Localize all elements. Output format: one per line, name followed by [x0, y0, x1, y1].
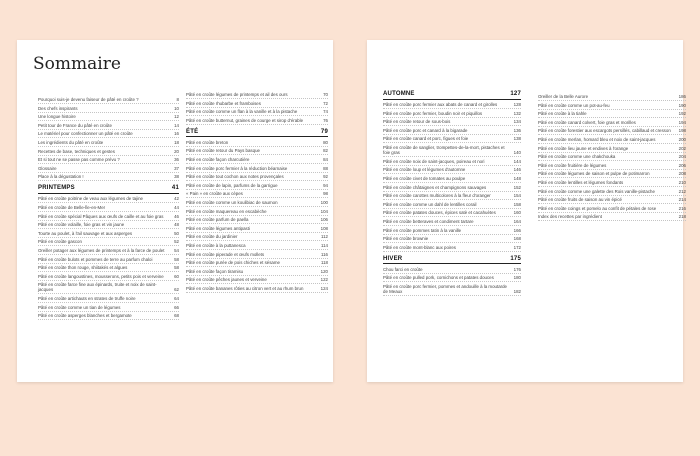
page-number: 14 — [174, 122, 179, 128]
entry-title: Pâté en croûte parfum de paella — [186, 217, 249, 223]
entry-title: Pâté en croûte de sanglier, trompettes-de-la-mort, pistaches et foie gras — [383, 144, 505, 156]
entry-title: Pâté en croûte comme un tian de légumes — [38, 304, 121, 310]
toc-column-1 — [38, 97, 179, 322]
toc-entry — [38, 313, 179, 320]
toc-entry — [38, 196, 179, 203]
page-number: 160 — [513, 210, 521, 216]
page-number: 140 — [513, 150, 521, 156]
page-number: 41 — [171, 185, 179, 192]
page-number: 148 — [513, 175, 521, 181]
entry-title: Pâté en croûte coings et pomelo au confit de pétales de rose — [538, 205, 657, 211]
page-number: 80 — [323, 139, 328, 145]
toc-entry — [186, 269, 328, 276]
toc-section-heading — [38, 185, 179, 194]
page-number: 98 — [323, 191, 328, 197]
toc-entry — [538, 163, 686, 170]
page-number: 182 — [513, 289, 521, 295]
toc-entry — [38, 97, 179, 104]
entry-title: Pâté en croûte comme un koulibiac de saumon — [186, 199, 278, 205]
page-number: 198 — [678, 128, 686, 134]
entry-title: Pâté en croûte loup et légumes d'automne — [383, 167, 466, 173]
toc-entry — [383, 284, 521, 296]
toc-entry — [538, 197, 686, 204]
right-page — [367, 40, 686, 382]
toc-entry — [186, 92, 328, 99]
page-title: Sommaire — [33, 54, 121, 74]
page-number: 100 — [320, 199, 328, 205]
entry-title: Pâté en croûte porc fermier à la réduction béarnaise — [186, 165, 288, 171]
entry-title: Pâté en croûte comme une galette des Rois vanille-pistache — [538, 188, 655, 194]
entry-title: Et si tout ne se passe pas comme prévu ? — [38, 157, 120, 163]
toc-entry — [186, 109, 328, 116]
entry-title: Pourquoi suis-je devenu faiseur de pâté en croûte ? — [38, 97, 139, 102]
entry-title: Pâté en croûte fruits de saison au vin épicé — [538, 197, 622, 203]
entry-title: « Pain » en croûte aux cèpes — [186, 191, 243, 197]
page-number: 52 — [174, 239, 179, 245]
toc-entry — [186, 200, 328, 207]
toc-entry — [186, 277, 328, 284]
page-number: 127 — [510, 91, 521, 97]
toc-entry — [38, 166, 179, 173]
page-number: 146 — [513, 167, 521, 173]
page-number: 122 — [320, 277, 328, 283]
entry-title: Pâté en croûte porc fermier, pommes et andouille à la moutarde de Meaux — [383, 283, 507, 295]
page-number: 114 — [321, 242, 328, 248]
entry-title: Des chefs inspirants — [38, 105, 78, 111]
toc-entry — [38, 248, 179, 255]
page-number: 175 — [510, 255, 521, 262]
entry-title: Pâté en croûte piperade et œufs mollets — [186, 251, 265, 257]
entry-title: Pâté en croûte canard colvert, foie gras et morilles — [538, 119, 636, 125]
entry-title: Glossaire — [38, 165, 57, 171]
toc-entry — [38, 296, 179, 303]
toc-entry — [186, 101, 328, 108]
entry-title: Pâté en croûte maquereau en escabèche — [186, 208, 267, 214]
toc-entry — [538, 146, 686, 153]
page-number: 37 — [174, 165, 179, 171]
toc-entry — [383, 111, 521, 118]
toc-entry — [186, 191, 328, 198]
entry-title: Pâté en croûte civet de tomates au poulpe — [383, 175, 466, 181]
toc-entry — [38, 205, 179, 212]
entry-title: Le matériel pour confectionner un pâté en croûte — [38, 131, 133, 137]
toc-entry — [383, 202, 521, 209]
toc-entry — [38, 222, 179, 229]
page-number: 216 — [678, 205, 686, 211]
page-number: 82 — [323, 148, 328, 154]
entry-title: Pâté en croûte à la tiahle — [538, 111, 587, 117]
entry-title: Pâté en croûte légumes antipasti — [186, 225, 250, 231]
page-number: 79 — [320, 128, 328, 135]
toc-entry — [383, 193, 521, 200]
entry-title: Pâté en croûte artichauts en strates de truffe noire — [38, 296, 136, 302]
entry-title: Pâté en croûte porc et canard à la bigarade — [383, 127, 468, 133]
section-title: ÉTÉ — [186, 128, 199, 135]
toc-entry — [538, 171, 686, 178]
page-number: 58 — [174, 265, 179, 271]
toc-entry — [186, 226, 328, 233]
entry-title: Pâté en croûte porc fermier aux abats de canard et girolles — [383, 102, 498, 107]
entry-title: Pâté en croûte comme un dahl de lentilles corail — [383, 201, 477, 207]
entry-title: Pâté en croûte carottes multicolores à la fleur d'oranger — [383, 193, 491, 199]
page-number: 116 — [321, 251, 328, 257]
entry-title: Pâté en croûte noix de saint-jacques, poireau et nori — [383, 158, 485, 164]
entry-title: Pâté en croûte spécial Pâques aux œufs de caille et au foie gras — [38, 213, 164, 219]
page-number: 120 — [320, 268, 328, 274]
toc-entry — [538, 137, 686, 144]
entry-title: Pâté en croûte tout cochon aux notes provençales — [186, 174, 284, 180]
toc-section-heading — [383, 91, 521, 100]
toc-entry — [383, 102, 521, 109]
page-number: 172 — [513, 244, 521, 250]
page-number: 46 — [174, 213, 179, 219]
toc-entry — [38, 239, 179, 246]
page-number: 84 — [323, 156, 328, 162]
toc-entry — [383, 185, 521, 192]
entry-title: Pâté en croûte légumes de printemps et ail des ours — [186, 92, 288, 97]
entry-title: Pâté en croûte canard et porc, figues et foie — [383, 136, 469, 142]
toc-entry — [38, 305, 179, 312]
entry-title: Pâté en croûte comme un flan à la vanille et à la pistache — [186, 109, 298, 115]
toc-entry — [186, 243, 328, 250]
page-number: 204 — [678, 154, 686, 160]
toc-entry — [186, 118, 328, 125]
toc-entry — [383, 119, 521, 126]
entry-title: Pâté en croûte pêches jaunes et verveine — [186, 277, 267, 283]
entry-title: Pâté en croûte breton — [186, 139, 229, 145]
toc-entry — [186, 260, 328, 267]
toc-entry — [38, 257, 179, 264]
toc-entry — [538, 180, 686, 187]
page-number: 214 — [678, 197, 686, 203]
toc-entry — [538, 94, 686, 101]
toc-entry — [38, 106, 179, 113]
entry-title: Pâté en croûte pommes tatin à la vanille — [383, 227, 462, 233]
entry-title: Pâté en croûte retour du Pays basque — [186, 148, 260, 154]
page-number: 108 — [320, 225, 328, 231]
entry-title: Pâté en croûte lentilles et légumes fondants — [538, 179, 624, 185]
toc-entry — [538, 214, 686, 221]
page-number: 176 — [513, 266, 521, 272]
toc-entry — [383, 159, 521, 166]
toc-entry — [383, 245, 521, 252]
toc-entry — [38, 214, 179, 221]
entry-title: Place à la dégustation ! — [38, 174, 84, 180]
page-number: 164 — [513, 218, 521, 224]
entry-title: Pâté en croûte du jardinier — [186, 234, 238, 240]
toc-column-2 — [186, 92, 328, 294]
toc-column-3 — [383, 91, 521, 298]
page-number: 218 — [678, 214, 686, 220]
section-title: PRINTEMPS — [38, 185, 75, 192]
entry-title: Pâté en croûte pulled pork, cornichons et patates douces — [383, 275, 494, 281]
page-number: 42 — [174, 196, 179, 202]
entry-title: Oreiller de la Belle Aurore — [538, 94, 589, 99]
toc-entry — [383, 275, 521, 282]
page-number: 128 — [513, 102, 521, 107]
toc-entry — [38, 231, 179, 238]
toc-entry — [38, 131, 179, 138]
entry-title: Pâté en croûte de lapin, parfums de la garrigue — [186, 182, 278, 188]
entry-title: Une longue histoire — [38, 114, 76, 120]
entry-title: Pâté en croûte merlan, homard bleu et noix de saint-jacques — [538, 136, 656, 142]
page-number: 20 — [174, 148, 179, 154]
toc-entry — [38, 123, 179, 130]
toc-entry — [538, 189, 686, 196]
toc-entry — [186, 234, 328, 241]
page-number: 60 — [174, 273, 179, 279]
toc-entry — [186, 183, 328, 190]
toc-entry — [383, 145, 521, 157]
entry-title: Pâté en croûte langoustines, mousserons, petits pois et verveine — [38, 273, 164, 279]
toc-entry — [538, 128, 686, 135]
entry-title: Pâté en croûte comme un pot-au-feu — [538, 102, 610, 108]
toc-entry — [186, 209, 328, 216]
page-number: 16 — [174, 131, 179, 137]
toc-entry — [186, 157, 328, 164]
page-number: 118 — [321, 260, 328, 266]
entry-title: Tourte au poulet, à l'ail sauvage et aux asperges — [38, 230, 133, 236]
page-number: 62 — [174, 287, 179, 293]
toc-entry — [38, 157, 179, 164]
page-number: 18 — [174, 139, 179, 145]
toc-entry — [383, 228, 521, 235]
entry-title: Petit tour de France du pâté en croûte — [38, 122, 112, 128]
toc-entry — [383, 210, 521, 217]
page-number: 66 — [174, 304, 179, 310]
page-number: 180 — [513, 275, 521, 281]
page-number: 206 — [678, 162, 686, 168]
page-number: 44 — [174, 204, 179, 210]
page-number: 36 — [174, 157, 179, 163]
page-number: 54 — [174, 247, 179, 253]
toc-entry — [383, 167, 521, 174]
entry-title: Oreiller potager aux légumes de printemps et à la farce de poulet — [38, 247, 165, 253]
toc-entry — [186, 217, 328, 224]
toc-entry — [538, 206, 686, 213]
entry-title: Pâté en croûte fruitière de légumes — [538, 162, 607, 168]
entry-title: Pâté en croûte de Belle-Île-en-Mer — [38, 204, 106, 210]
page-number: 76 — [323, 117, 328, 123]
page-number: 166 — [513, 227, 521, 233]
toc-section-heading — [186, 129, 328, 138]
entry-title: Pâté en croûte porc fermier, boudin noir et piquillos — [383, 110, 483, 116]
toc-column-4 — [538, 94, 686, 223]
entry-title: Pâté en croûte betteraves et condiment tartare — [383, 218, 474, 224]
toc-entry — [383, 219, 521, 226]
page-number: 88 — [323, 165, 328, 171]
page-number: 124 — [320, 285, 328, 291]
entry-title: Pâté en croûte lieu jaune et endives à l'orange — [538, 145, 629, 151]
toc-entry — [186, 286, 328, 293]
toc-entry — [38, 114, 179, 121]
entry-title: Pâté en croûte farce fine aux épinards, truite et noix de saint-jacques — [38, 282, 157, 293]
page-number: 158 — [513, 201, 521, 207]
entry-title: Pâté en croûte volaille, foie gras et vin jaune — [38, 222, 125, 228]
page-number: 186 — [678, 94, 686, 99]
page-number: 154 — [513, 193, 521, 199]
entry-title: Pâté en croûte mont-blanc aux poires — [383, 244, 456, 250]
entry-title: Pâté en croûte retour de sous-bois — [383, 119, 451, 125]
entry-title: Pâté en croûte bananes rôties au citron vert et au rhum brun — [186, 285, 304, 291]
page-number: 212 — [678, 188, 686, 194]
toc-entry — [383, 176, 521, 183]
page-number: 68 — [174, 313, 179, 319]
page-number: 134 — [513, 119, 521, 125]
section-title: AUTOMNE — [383, 91, 415, 97]
toc-entry — [186, 174, 328, 181]
toc-entry — [186, 148, 328, 155]
toc-entry — [38, 274, 179, 281]
page-number: 72 — [323, 100, 328, 106]
entry-title: Chou farci en croûte — [383, 266, 423, 272]
left-page — [17, 40, 333, 382]
toc-entry — [538, 111, 686, 118]
page-number: 94 — [323, 182, 328, 188]
page-number: 70 — [323, 92, 328, 97]
entry-title: Pâté en croûte légumes de saison et pulpe de potimarron — [538, 171, 650, 177]
entry-title: Pâté en croûte à la puttanesca — [186, 242, 246, 248]
page-number: 74 — [323, 109, 328, 115]
entry-title: Index des recettes par ingrédient — [538, 214, 602, 220]
toc-entry — [186, 252, 328, 259]
entry-title: Pâté en croûte châtaignes et champignons sauvages — [383, 184, 487, 190]
entry-title: Pâté en croûte brownie — [383, 236, 429, 242]
toc-section-heading — [383, 256, 521, 265]
page-number: 138 — [513, 136, 521, 142]
toc-entry — [538, 154, 686, 161]
page-number: 190 — [678, 102, 686, 108]
page-number: 64 — [174, 296, 179, 302]
page-number: 168 — [513, 236, 521, 242]
page-number: 38 — [174, 174, 179, 180]
entry-title: Pâté en croûte thon rouge, shiitakés et algues — [38, 265, 128, 271]
toc-entry — [186, 166, 328, 173]
entry-title: Recettes de base, techniques et gestes — [38, 148, 115, 154]
entry-title: Pâté en croûte forestier aux escargots persillés, cabillaud et cresson — [538, 128, 671, 134]
entry-title: Les ingrédients du pâté en croûte — [38, 139, 104, 145]
toc-entry — [186, 140, 328, 147]
entry-title: Pâté en croûte façon tiramisu — [186, 268, 244, 274]
toc-entry — [383, 128, 521, 135]
toc-entry — [383, 236, 521, 243]
page-number: 194 — [678, 119, 686, 125]
section-title: HIVER — [383, 255, 403, 262]
entry-title: Pâté en croûte comme une chakchouka — [538, 154, 616, 160]
entry-title: Pâté en croûte patates douces, épices satè et cacahuètes — [383, 210, 496, 216]
toc-entry — [38, 174, 179, 181]
page-number: 192 — [678, 111, 686, 117]
page-number: 104 — [320, 208, 328, 214]
toc-entry — [538, 120, 686, 127]
page-number: 210 — [678, 179, 686, 185]
toc-entry — [383, 136, 521, 143]
toc-entry — [383, 267, 521, 274]
page-number: 10 — [174, 105, 179, 111]
page-number: 132 — [513, 110, 521, 116]
page-number: 106 — [320, 217, 328, 223]
page-number: 58 — [174, 256, 179, 262]
page-number: 50 — [174, 230, 179, 236]
entry-title: Pâté en croûte asperges blanches et bergamote — [38, 313, 132, 319]
toc-entry — [38, 265, 179, 272]
page-number: 144 — [513, 158, 521, 164]
page-number: 48 — [174, 222, 179, 228]
entry-title: Pâté en croûte purée de pois chiches et sésame — [186, 260, 280, 266]
entry-title: Pâté en croûte bulots et pommes de terre au parfum chaloi — [38, 256, 153, 262]
page-number: 12 — [174, 114, 179, 120]
page-number: 208 — [678, 171, 686, 177]
toc-entry — [38, 149, 179, 156]
page-number: 112 — [321, 234, 328, 240]
entry-title: Pâté en croûte gascon — [38, 239, 82, 245]
page-number: 8 — [176, 97, 179, 102]
entry-title: Pâté en croûte façon charcutière — [186, 156, 250, 162]
entry-title: Pâté en croûte rhubarbe et framboises — [186, 100, 261, 106]
toc-entry — [38, 140, 179, 147]
entry-title: Pâté en croûte poitrine de veau aux légumes de tajine — [38, 196, 143, 202]
toc-entry — [538, 103, 686, 110]
entry-title: Pâté en croûte butternut, graines de courge et sirop d'érable — [186, 117, 304, 123]
page-number: 136 — [513, 127, 521, 133]
page-number: 202 — [678, 145, 686, 151]
page-number: 152 — [513, 184, 521, 190]
page-number: 92 — [323, 174, 328, 180]
toc-entry — [38, 282, 179, 294]
page-number: 200 — [678, 136, 686, 142]
